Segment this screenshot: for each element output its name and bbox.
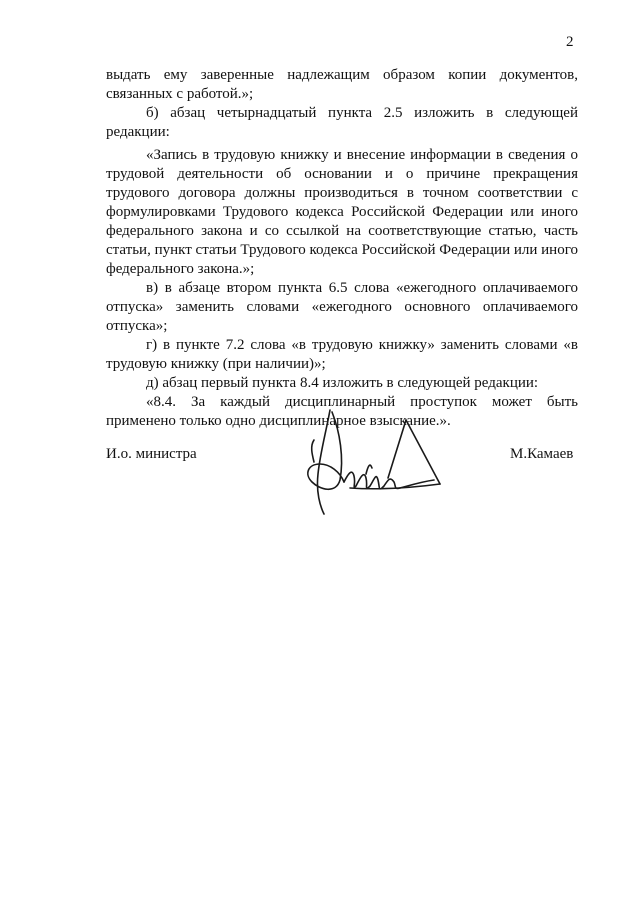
paragraph: «8.4. За каждый дисциплинарный проступок может быть применено только одно дисциплинарное взыскание.». bbox=[106, 394, 578, 429]
paragraph: выдать ему заверенные надлежащим образом копии документов, связанных с работой.»; bbox=[106, 67, 578, 102]
paragraph: «Запись в трудовую книжку и внесение информации в сведения о трудовой деятельности об основании и о причине прекращения трудового договора должны производиться в точном соответствии с формулировками Трудового кодекса Российской Федерации или иного федерального закона и со ссылкой на соответствующие статью, часть статьи, пункт статьи Трудового кодекса Российской Федерации или иного федерального закона.»; bbox=[106, 147, 578, 277]
document-body bbox=[106, 66, 578, 431]
page-number: 2 bbox=[566, 34, 574, 50]
signatory-name: М.Камаев bbox=[510, 446, 574, 462]
paragraph: в) в абзаце втором пункта 6.5 слова «ежегодного оплачиваемого отпуска» заменить словами «ежегодного основного оплачиваемого отпуска»; bbox=[106, 280, 578, 334]
paragraph: д) абзац первый пункта 8.4 изложить в следующей редакции: bbox=[146, 375, 539, 391]
signatory-position: И.о. министра bbox=[106, 446, 197, 462]
paragraph: б) абзац четырнадцатый пункта 2.5 изложить в следующей редакции: bbox=[106, 105, 578, 140]
paragraph: г) в пункте 7.2 слова «в трудовую книжку» заменить словами «в трудовую книжку (при наличии)»; bbox=[106, 337, 578, 372]
